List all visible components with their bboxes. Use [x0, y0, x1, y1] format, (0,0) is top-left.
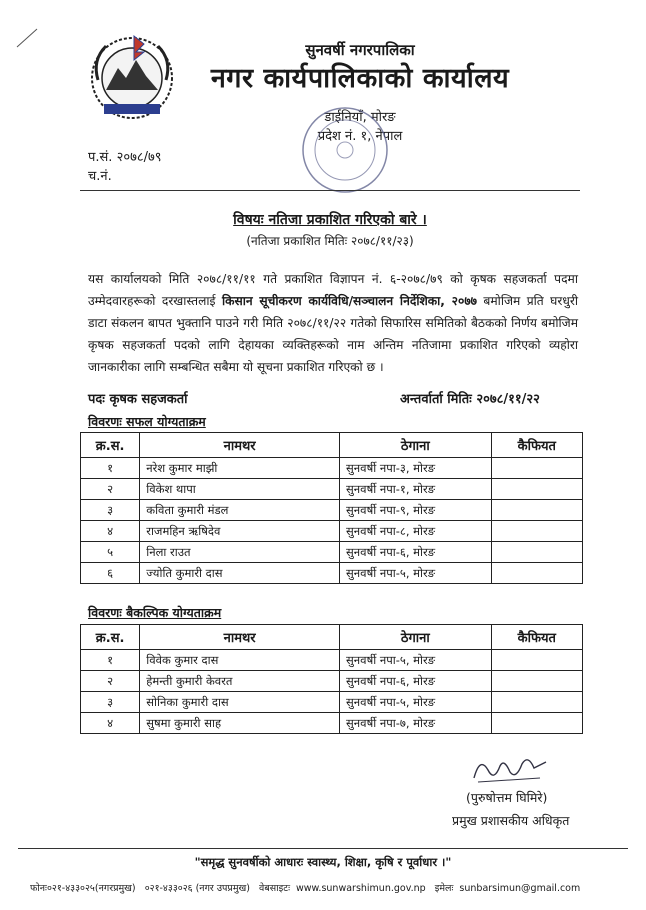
table-row	[81, 500, 583, 521]
table-row	[81, 542, 583, 563]
cell-name: सुषमा कुमारी साह	[140, 713, 340, 734]
footer-contact	[30, 881, 630, 894]
table-row	[81, 521, 583, 542]
post-title: पदः कृषक सहजकर्ता	[88, 392, 188, 407]
header-sn: क्र.स.	[81, 625, 140, 650]
cell-sn: १	[81, 650, 140, 671]
footer-divider	[18, 848, 628, 849]
corner-mark	[16, 28, 38, 48]
cell-remarks	[491, 671, 582, 692]
office-stamp	[300, 105, 390, 195]
cell-sn: ५	[81, 542, 140, 563]
cell-address: सुनवर्षी नपा-१, मोरङ	[340, 479, 492, 500]
body-text-part-2: बमोजिम प्रति घरधुरी डाटा संकलन बापत भुक्तानि पाउने गरी मिति २०७८/११/२२ गतेको सिफारिस समितिको बैठकको निर्णय बमोजिम कृषक सहजकर्ता पदको लागि देहायका व्यक्तिहरूको नाम अन्तिम नतिजामा प्रकाशित गरिएको व्यहोरा जानकारीका लागि सम्बन्धित सबैमा यो सूचना प्रकाशित गरिएको छ ।	[88, 294, 578, 374]
email-label: इमेलः	[434, 883, 454, 894]
cell-remarks	[491, 713, 582, 734]
cell-remarks	[491, 479, 582, 500]
table-row	[81, 671, 583, 692]
address-line-2: प्रदेश नं. १, नेपाल	[317, 129, 403, 144]
cell-address: सुनवर्षी नपा-७, मोरङ	[340, 713, 492, 734]
table-row	[81, 479, 583, 500]
phone-primary: फोनः०२१-४३३०२५(नगरप्रमुख)	[30, 883, 136, 894]
address-line-1: डाईनियाँ, मोरङ	[324, 110, 396, 125]
alternate-list-title: विवरणः बैकल्पिक योग्यताक्रम	[88, 605, 222, 620]
header-sn: क्र.स.	[81, 433, 140, 458]
table-row	[81, 563, 583, 584]
cell-sn: ६	[81, 563, 140, 584]
header-divider	[80, 190, 580, 191]
table-row	[81, 713, 583, 734]
signatory-name: (पुरुषोत्तम घिमिरे)	[466, 790, 548, 805]
interview-date: अन्तर्वार्ता मितिः २०७८/११/२२	[400, 392, 540, 407]
cell-remarks	[491, 650, 582, 671]
email-link[interactable]: sunbarsimun@gmail.com	[459, 883, 581, 894]
publish-date: (नतिजा प्रकाशित मितिः २०७८/११/२३)	[246, 234, 414, 248]
merit-list-table	[80, 432, 583, 584]
website-link[interactable]: www.sunwarshimun.gov.np	[296, 883, 426, 894]
reference-number: प.सं. २०७८/७९	[88, 150, 162, 165]
subject-heading: विषयः नतिजा प्रकाशित गरिएको बारे ।	[233, 212, 427, 228]
body-text-part-1: यस कार्यालयको मिति २०७८/११/११ गते प्रकाशित विज्ञापन नं. ६-२०७८/७९ को कृषक सहजकर्ता पदमा उम्मेदवारहरूको दरखास्तलाई	[88, 272, 578, 308]
header-remarks: कैफियत	[491, 625, 582, 650]
cell-name: नरेश कुमार माझी	[140, 458, 340, 479]
cell-name: राजमहिन ऋषिदेव	[140, 521, 340, 542]
header-name: नामथर	[140, 433, 340, 458]
alternate-list-table	[80, 624, 583, 734]
cell-address: सुनवर्षी नपा-५, मोरङ	[340, 650, 492, 671]
cell-remarks	[491, 500, 582, 521]
signature-mark	[470, 748, 550, 788]
office-title: नगर कार्यपालिकाको कार्यालय	[210, 63, 510, 94]
cell-address: सुनवर्षी नपा-९, मोरङ	[340, 500, 492, 521]
cell-sn: ४	[81, 713, 140, 734]
cell-address: सुनवर्षी नपा-८, मोरङ	[340, 521, 492, 542]
signatory-title: प्रमुख प्रशासकीय अधिकृत	[452, 813, 570, 828]
cell-remarks	[491, 542, 582, 563]
table-row	[81, 458, 583, 479]
cell-name: सोनिका कुमारी दास	[140, 692, 340, 713]
footer-slogan: "समृद्ध सुनवर्षीको आधारः स्वास्थ्य, शिक्षा, कृषि र पूर्वाधार ।"	[194, 855, 452, 869]
cell-name: हेमन्ती कुमारी केवरत	[140, 671, 340, 692]
cell-sn: ३	[81, 692, 140, 713]
cell-name: निला राउत	[140, 542, 340, 563]
table-header-row	[81, 433, 583, 458]
notice-body	[88, 268, 578, 378]
header-remarks: कैफियत	[491, 433, 582, 458]
cell-address: सुनवर्षी नपा-५, मोरङ	[340, 563, 492, 584]
body-text-bold: किसान सूचीकरण कार्यविधि/सञ्चालन निर्देशिका, २०७७	[221, 294, 478, 308]
cell-name: कविता कुमारी मंडल	[140, 500, 340, 521]
cell-remarks	[491, 692, 582, 713]
cell-address: सुनवर्षी नपा-५, मोरङ	[340, 692, 492, 713]
phone-secondary: ०२१-४३३०२६ (नगर उपप्रमुख)	[144, 883, 250, 894]
table-row	[81, 650, 583, 671]
merit-list-title: विवरणः सफल योग्यताक्रम	[88, 414, 206, 429]
table-header-row	[81, 625, 583, 650]
cell-address: सुनवर्षी नपा-६, मोरङ	[340, 671, 492, 692]
cell-address: सुनवर्षी नपा-३, मोरङ	[340, 458, 492, 479]
cell-sn: २	[81, 671, 140, 692]
table-row	[81, 692, 583, 713]
cell-remarks	[491, 458, 582, 479]
header-address: ठेगाना	[340, 625, 492, 650]
cell-remarks	[491, 521, 582, 542]
cell-sn: १	[81, 458, 140, 479]
header-name: नामथर	[140, 625, 340, 650]
cell-sn: ४	[81, 521, 140, 542]
cell-name: विकेश थापा	[140, 479, 340, 500]
cell-sn: ३	[81, 500, 140, 521]
header-address: ठेगाना	[340, 433, 492, 458]
municipality-name: सुनवर्षी नगरपालिका	[305, 41, 415, 59]
cell-name: विवेक कुमार दास	[140, 650, 340, 671]
cell-name: ज्योति कुमारी दास	[140, 563, 340, 584]
cell-address: सुनवर्षी नपा-६, मोरङ	[340, 542, 492, 563]
cell-remarks	[491, 563, 582, 584]
dispatch-number: च.नं.	[88, 169, 112, 184]
cell-sn: २	[81, 479, 140, 500]
website-label: वेबसाइटः	[259, 883, 290, 894]
